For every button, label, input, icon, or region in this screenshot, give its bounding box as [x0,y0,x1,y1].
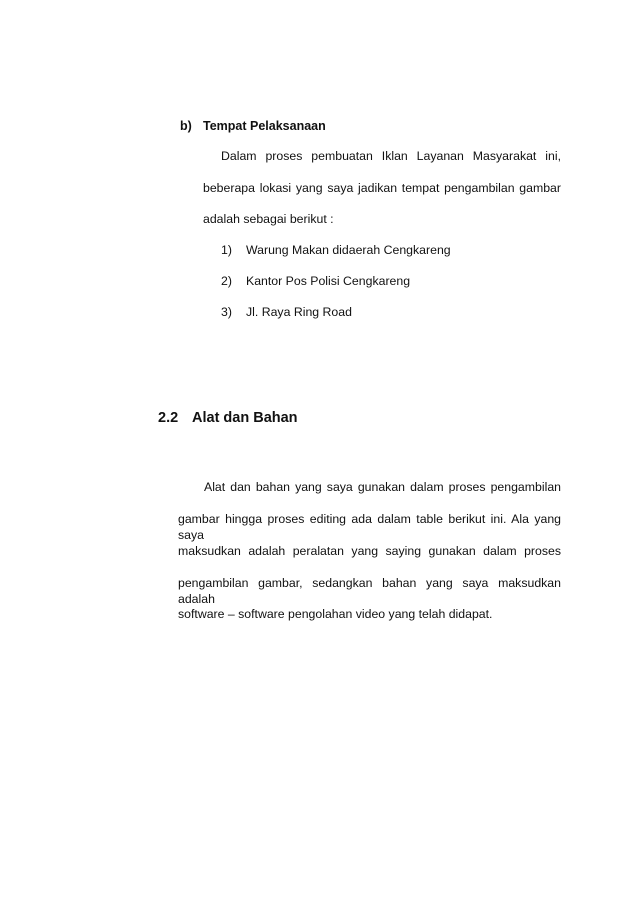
paragraph-line: gambar hingga proses editing ada dalam table berikut ini. Ala yang saya [178,512,561,542]
paragraph-line: adalah sebagai berikut : [203,212,334,226]
list-number: 3) [221,305,232,319]
paragraph-line: pengambilan gambar, sedangkan bahan yang saya maksudkan adalah [178,576,561,606]
paragraph-line: software – software pengolahan video yang telah didapat. [178,607,493,621]
list-item: Kantor Pos Polisi Cengkareng [246,274,411,288]
section-number: 2.2 [158,410,179,426]
list-number: 2) [221,274,232,288]
paragraph-line: Dalam proses pembuatan Iklan Layanan Masyarakat ini, [221,149,561,163]
list-item: Warung Makan didaerah Cengkareng [246,243,451,257]
list-item: Jl. Raya Ring Road [246,305,352,319]
paragraph-line: maksudkan adalah peralatan yang saying gunakan dalam proses [178,544,561,558]
paragraph-line: beberapa lokasi yang saya jadikan tempat pengambilan gambar [203,181,561,195]
paragraph-line: Alat dan bahan yang saya gunakan dalam proses pengambilan [204,480,561,494]
subsection-marker: b) [180,119,192,133]
section-title: Alat dan Bahan [192,410,298,426]
list-number: 1) [221,243,232,257]
subsection-title: Tempat Pelaksanaan [203,119,326,133]
